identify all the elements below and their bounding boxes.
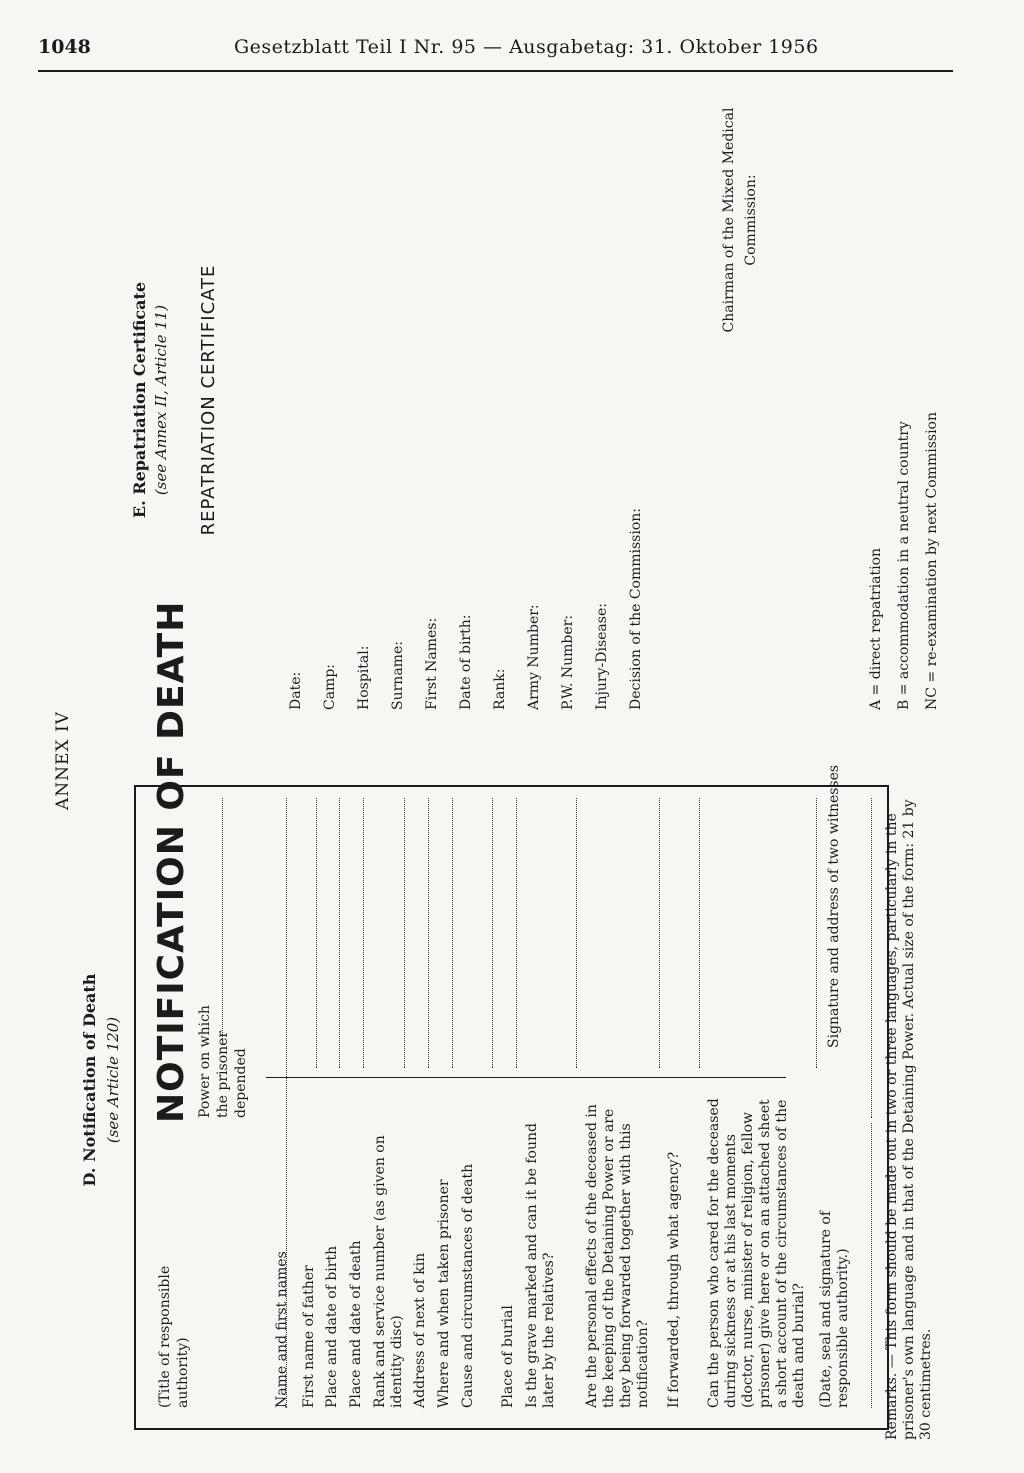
field-label: Place and date of death xyxy=(348,1240,364,1408)
field-label: If forwarded, through what agency? xyxy=(666,1151,682,1408)
field-line xyxy=(576,798,577,1068)
signature-dotted-line xyxy=(871,1123,872,1408)
repatriation-heading: REPATRIATION CERTIFICATE xyxy=(198,264,219,536)
field-label: First name of father xyxy=(301,1265,317,1408)
field-line xyxy=(699,798,700,1068)
rc-field-label: Date of birth: xyxy=(458,614,474,710)
form-divider xyxy=(266,1077,786,1078)
power-label: Power on which the prisoner depended xyxy=(197,1005,249,1118)
field-label: Name and first names xyxy=(274,1251,290,1408)
page-number: 1048 xyxy=(38,36,91,58)
rc-field-label: Decision of the Commission: xyxy=(628,507,644,710)
field-line xyxy=(516,798,517,1068)
rc-field-label: First Names: xyxy=(424,617,440,710)
signature-label: Signature and address of two witnesses xyxy=(826,764,842,1048)
title-of-authority: (Title of responsible authority) xyxy=(157,1265,191,1408)
legend-item: NC = re-examination by next Commission xyxy=(924,412,940,710)
field-label: (Date, seal and signature of responsible authority.) xyxy=(818,1210,851,1408)
gazette-title: Gesetzblatt Teil I Nr. 95 — Ausgabetag: 31. Oktober 1956 xyxy=(234,36,819,58)
rc-field-label: Rank: xyxy=(492,668,508,710)
field-line xyxy=(339,798,340,1068)
power-dotted-line xyxy=(222,798,223,1043)
field-label: Address of next of kin xyxy=(412,1252,428,1408)
rc-field-label: Surname: xyxy=(390,641,406,710)
field-label: Place of burial xyxy=(500,1305,516,1408)
annex-label: ANNEX IV xyxy=(53,711,73,810)
chairman-label: Chairman of the Mixed Medical Commission: xyxy=(721,107,759,333)
notification-heading: NOTIFICATION OF DEATH xyxy=(151,600,192,1123)
field-label: Are the personal effects of the deceased in the keeping of the Detaining Power or are they being forwarded together with this notification? xyxy=(584,1104,651,1408)
field-label: Can the person who cared for the deceased during sickness or at his last moments (doctor, nurse, minister of religion, fellow prisoner) give here or on an attached sheet a short account of the circumstances of the death and burial? xyxy=(706,1098,807,1408)
field-line xyxy=(363,798,364,1068)
field-line xyxy=(404,798,405,1068)
legend-item: B = accommodation in a neutral country xyxy=(896,421,912,710)
witness-dotted-line xyxy=(871,798,872,1118)
rc-field-label: P.W. Number: xyxy=(560,614,576,710)
page-header xyxy=(38,34,953,72)
rc-field-label: Injury-Disease: xyxy=(594,603,610,710)
remarks: Remarks. — This form should be made out in two or three languages, particularly in the prisoner's own language and in that of the Detaining Power. Actual size of the form: 21 by 30 centimetres. xyxy=(884,799,934,1440)
rc-field-label: Hospital: xyxy=(356,645,372,710)
field-label: Cause and circumstances of death xyxy=(460,1163,476,1408)
repatriation-section-ref: (see Annex II, Article 11) xyxy=(152,304,170,496)
field-line xyxy=(452,798,453,1068)
rc-field-label: Date: xyxy=(288,671,304,710)
legend-item: A = direct repatriation xyxy=(868,547,884,710)
rotated-page-content xyxy=(38,70,953,1450)
rc-field-label: Army Number: xyxy=(526,604,542,710)
notification-section-ref: (see Article 120) xyxy=(104,1016,122,1144)
field-line xyxy=(286,798,287,1408)
field-line xyxy=(316,798,317,1068)
notification-section-title: D. Notification of Death xyxy=(80,973,99,1187)
field-label: Is the grave marked and can it be found later by the relatives? xyxy=(524,1123,557,1408)
field-label: Rank and service number (as given on identity disc) xyxy=(372,1135,405,1408)
field-label: Where and when taken prisoner xyxy=(436,1179,452,1408)
repatriation-section-title: E. Repatriation Certificate xyxy=(130,281,149,519)
field-line xyxy=(659,798,660,1068)
field-line xyxy=(492,798,493,1068)
field-line xyxy=(428,798,429,1068)
rc-field-label: Camp: xyxy=(322,663,338,710)
field-line xyxy=(816,798,817,1068)
field-label: Place and date of birth xyxy=(324,1245,340,1408)
